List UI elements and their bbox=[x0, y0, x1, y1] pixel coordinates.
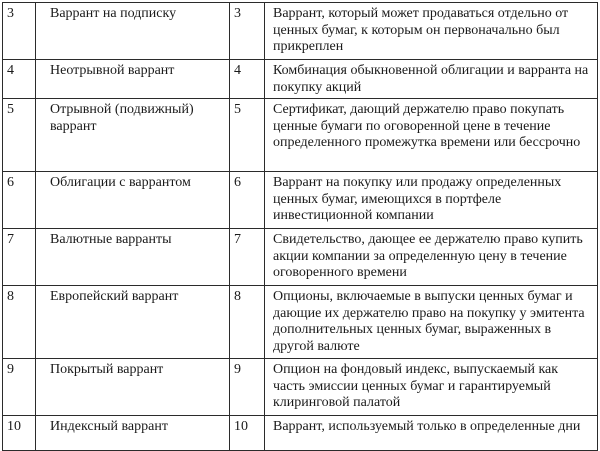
definition-cell: Комбинация обыкновенной облигации и варранта на покупку акций bbox=[265, 60, 598, 99]
right-number-cell: 9 bbox=[230, 359, 265, 416]
term-cell: Неотрывной варрант bbox=[36, 60, 230, 99]
term-cell: Варрант на подписку bbox=[36, 3, 230, 60]
matching-table bbox=[2, 2, 598, 451]
table-row bbox=[3, 60, 598, 99]
definition-cell: Сертификат, дающий держателю право покупать ценные бумаги по оговоренной цене в течение определенного промежутка времени или бессрочно bbox=[265, 99, 598, 172]
right-number-cell: 10 bbox=[230, 416, 265, 451]
definition-cell: Варрант, используемый только в определенные дни bbox=[265, 416, 598, 451]
definition-cell: Опцион на фондовый индекс, выпускаемый как часть эмиссии ценных бумаг и гарантируемый клиринговой палатой bbox=[265, 359, 598, 416]
definition-cell: Опционы, включаемые в выпуски ценных бумаг и дающие их держателю право на покупку у эмитента дополнительных ценных бумаг, выраженных в другой валюте bbox=[265, 286, 598, 359]
right-number-cell: 5 bbox=[230, 99, 265, 172]
right-number-cell: 7 bbox=[230, 229, 265, 286]
left-number-cell: 6 bbox=[3, 172, 36, 229]
table-row bbox=[3, 416, 598, 451]
left-number-cell: 7 bbox=[3, 229, 36, 286]
right-number-cell: 4 bbox=[230, 60, 265, 99]
term-cell: Облигации с варрантом bbox=[36, 172, 230, 229]
table-row bbox=[3, 229, 598, 286]
definition-cell: Варрант, который может продаваться отдельно от ценных бумаг, к которым он первоначально был прикреплен bbox=[265, 3, 598, 60]
left-number-cell: 8 bbox=[3, 286, 36, 359]
definition-cell: Свидетельство, дающее ее держателю право купить акции компании за определенную цену в течение оговоренного времени bbox=[265, 229, 598, 286]
right-number-cell: 3 bbox=[230, 3, 265, 60]
table-row bbox=[3, 359, 598, 416]
table-row bbox=[3, 172, 598, 229]
definition-cell: Варрант на покупку или продажу определенных ценных бумаг, имеющихся в портфеле инвестиционной компании bbox=[265, 172, 598, 229]
left-number-cell: 9 bbox=[3, 359, 36, 416]
table-row bbox=[3, 99, 598, 172]
right-number-cell: 6 bbox=[230, 172, 265, 229]
table-row bbox=[3, 286, 598, 359]
term-cell: Валютные варранты bbox=[36, 229, 230, 286]
right-number-cell: 8 bbox=[230, 286, 265, 359]
left-number-cell: 5 bbox=[3, 99, 36, 172]
left-number-cell: 3 bbox=[3, 3, 36, 60]
term-cell: Покрытый варрант bbox=[36, 359, 230, 416]
table-row bbox=[3, 3, 598, 60]
left-number-cell: 10 bbox=[3, 416, 36, 451]
term-cell: Европейский варрант bbox=[36, 286, 230, 359]
term-cell: Индексный варрант bbox=[36, 416, 230, 451]
left-number-cell: 4 bbox=[3, 60, 36, 99]
term-cell: Отрывной (подвижный) варрант bbox=[36, 99, 230, 172]
